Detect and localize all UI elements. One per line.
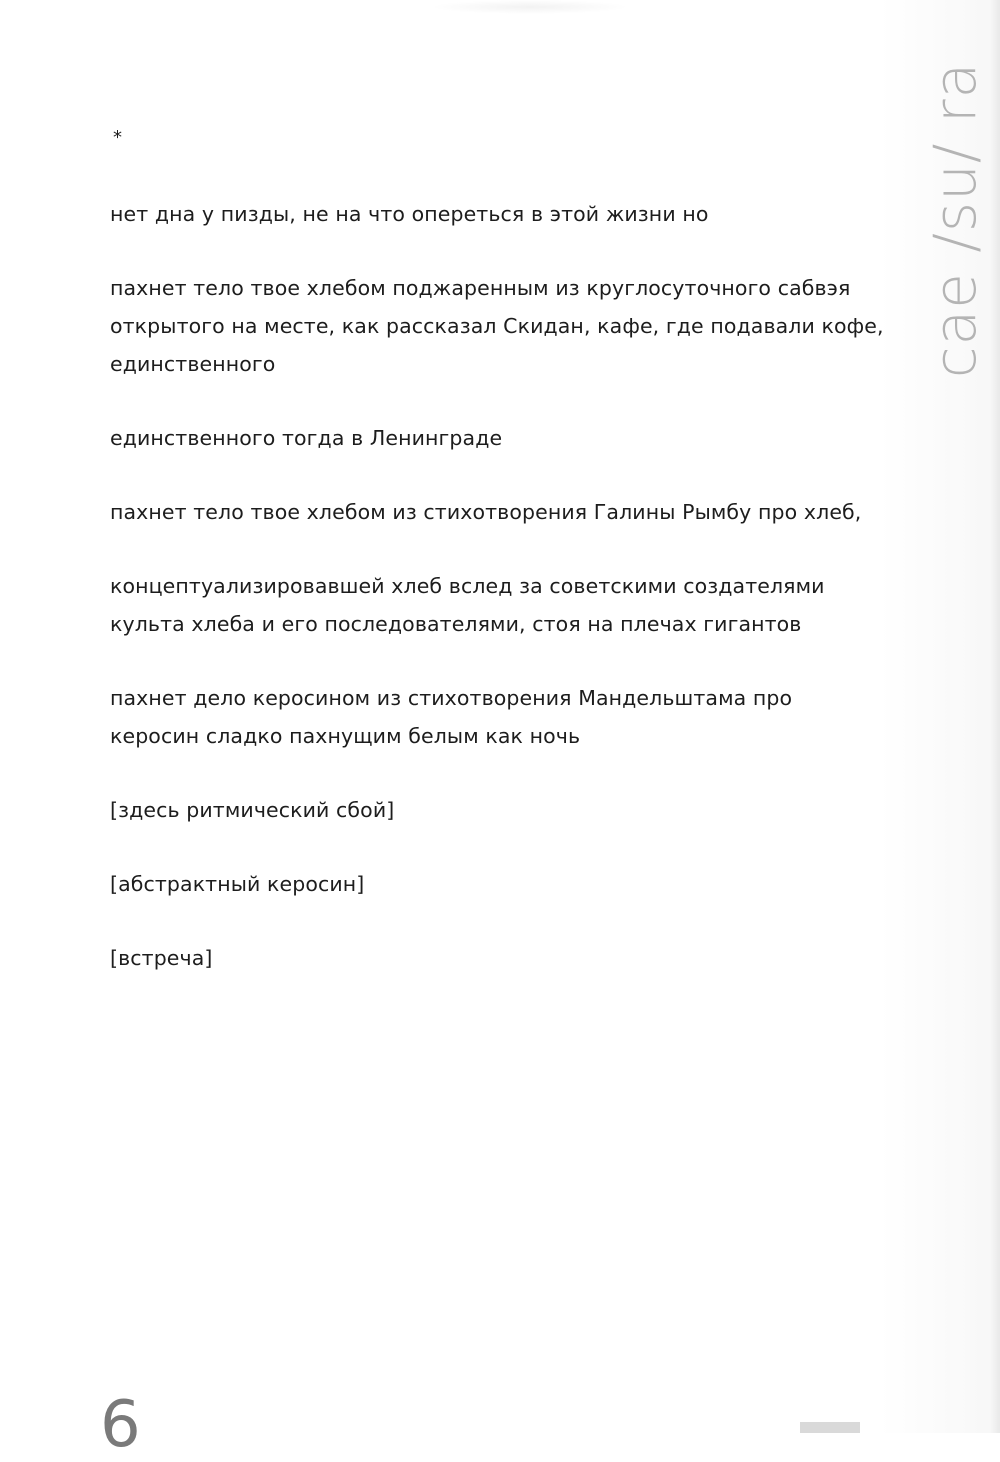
stanza	[110, 493, 910, 531]
journal-logo: cae /su/ ra	[921, 61, 989, 379]
poem-line: [абстрактный керосин]	[110, 872, 365, 896]
poem-line: [здесь ритмический сбой]	[110, 798, 395, 822]
poem-line: единственного	[110, 352, 276, 376]
stanza	[110, 939, 910, 977]
poem-line: открытого на месте, как рассказал Скидан, кафе, где подавали кофе,	[110, 314, 884, 338]
poem-line: единственного тогда в Ленинграде	[110, 426, 503, 450]
page-number: 6	[100, 1388, 141, 1462]
stanza	[110, 269, 910, 383]
poem-line: концептуализировавшей хлеб вслед за советскими создателями	[110, 574, 825, 598]
poem-line: керосин сладко пахнущим белым как ночь	[110, 724, 581, 748]
poem-line: [встреча]	[110, 946, 213, 970]
stanza	[110, 865, 910, 903]
scan-smudge	[430, 0, 630, 14]
scan-bottom-mark	[800, 1422, 860, 1433]
page-edge-shadow	[990, 0, 1000, 1433]
poem-line: культа хлеба и его последователями, стоя на плечах гигантов	[110, 612, 802, 636]
stanza	[110, 679, 910, 755]
stanza	[110, 195, 910, 233]
poem-line: пахнет тело твое хлебом из стихотворения Галины Рымбу про хлеб,	[110, 500, 862, 524]
poem-line: нет дна у пизды, не на что опереться в этой жизни но	[110, 202, 709, 226]
stanza	[110, 419, 910, 457]
section-asterisk: *	[113, 127, 122, 148]
stanza	[110, 567, 910, 643]
poem-line: пахнет тело твое хлебом поджаренным из круглосуточного сабвэя	[110, 276, 851, 300]
poem-body	[110, 195, 910, 977]
stanza	[110, 791, 910, 829]
poem-line: пахнет дело керосином из стихотворения Мандельштама про	[110, 686, 793, 710]
